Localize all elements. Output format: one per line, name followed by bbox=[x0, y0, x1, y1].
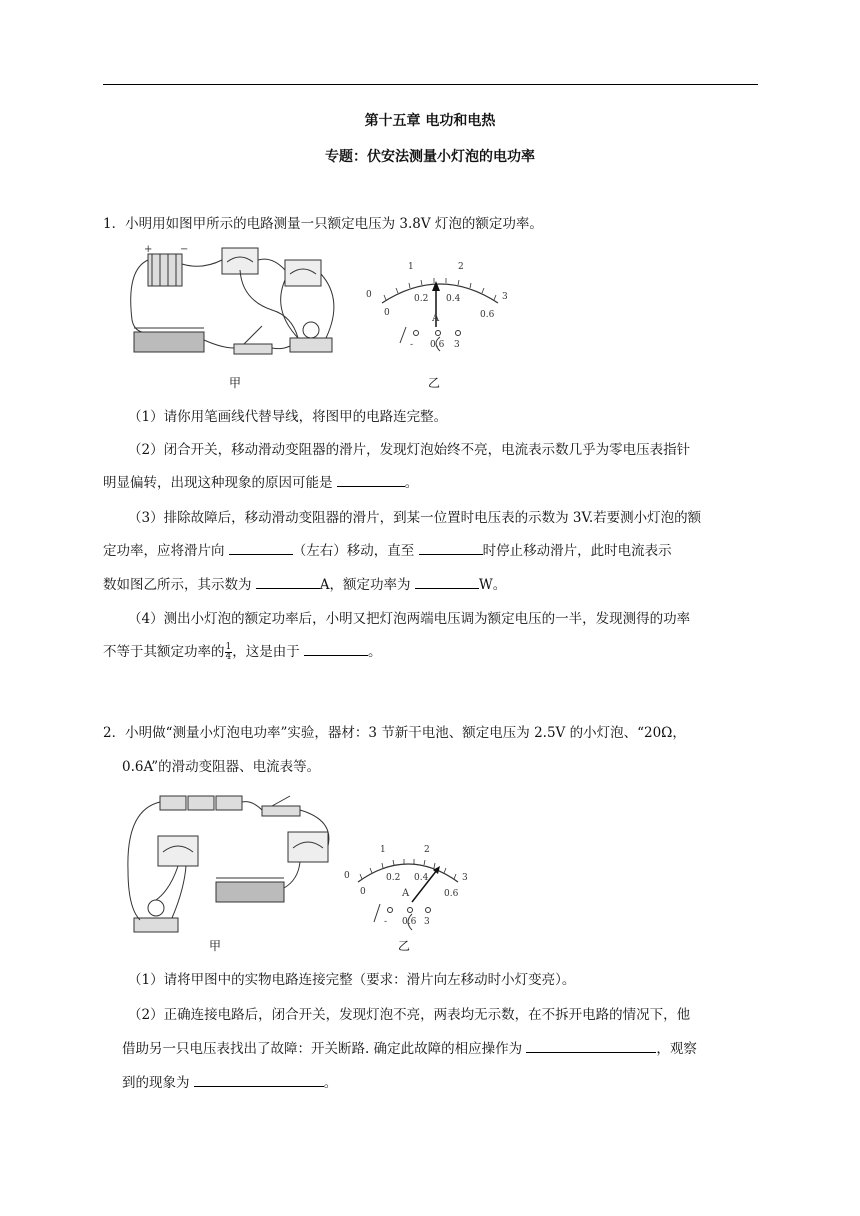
q2-stem-line2: 0.6A”的滑动变阻器、电流表等。 bbox=[122, 759, 321, 775]
q1-ammeter-dial bbox=[360, 255, 520, 355]
q1-top-2: 2 bbox=[458, 262, 464, 272]
q2-term-06: 0.6 bbox=[402, 917, 417, 927]
q2-part1: （1）请将甲图中的实物电路连接完整（要求：滑片向左移动时小灯变亮）。 bbox=[128, 972, 576, 988]
q1-top-3: 3 bbox=[502, 292, 508, 302]
q2-top-3: 3 bbox=[462, 873, 468, 883]
q2-term-3: 3 bbox=[424, 917, 430, 927]
q1-part3-line3: 数如图乙所示，其示数为 A，额定功率为 W。 bbox=[103, 573, 506, 593]
q2-term-neg: - bbox=[384, 917, 388, 927]
q2-ammeter-dial bbox=[340, 840, 480, 935]
q2-stem-line1: 2．小明做“测量小灯泡电功率”实验，器材：3 节新干电池、额定电压为 2.5V 的小灯泡、“20Ω， bbox=[103, 725, 686, 741]
q2-blank-operation[interactable] bbox=[526, 1038, 656, 1053]
q1-part2-line2: 明显偏转，出现这种现象的原因可能是 。 bbox=[103, 471, 418, 491]
q2-bot-04: 0.4 bbox=[414, 873, 429, 883]
chapter-title: 第十五章 电功和电热 bbox=[364, 113, 496, 129]
q1-bot-04: 0.4 bbox=[446, 294, 461, 304]
q1-blank-reason[interactable] bbox=[304, 641, 368, 656]
q2-top-0: 0 bbox=[344, 871, 350, 881]
q2-bot-0: 0 bbox=[360, 887, 366, 897]
q1-blank-direction[interactable] bbox=[229, 540, 293, 555]
header-rule bbox=[103, 84, 758, 85]
q2-part2-line2: 借助另一只电压表找出了故障：开关断路. 确定此故障的相应操作为 ，观察 bbox=[122, 1037, 697, 1057]
q2-part2-line3: 到的现象为 。 bbox=[122, 1071, 337, 1091]
q2-bot-06: 0.6 bbox=[444, 889, 459, 899]
q1-bot-0: 0 bbox=[384, 308, 390, 318]
q2-bot-02: 0.2 bbox=[386, 873, 401, 883]
q1-unit: A bbox=[432, 313, 440, 324]
q1-term-06: 0.6 bbox=[430, 340, 445, 350]
q1-bot-02: 0.2 bbox=[414, 294, 429, 304]
q1-blank-until[interactable] bbox=[419, 540, 483, 555]
topic-title: 专题：伏安法测量小灯泡的电功率 bbox=[325, 149, 535, 165]
q1-part3-line1: （3）排除故障后，移动滑动变阻器的滑片，到某一位置时电压表的示数为 3V.若要测小灯泡的额 bbox=[128, 510, 702, 526]
q2-top-2: 2 bbox=[424, 845, 430, 855]
q1-blank-current[interactable] bbox=[256, 574, 320, 589]
q1-top-1: 1 bbox=[408, 262, 414, 272]
q2-fig-jia-label: 甲 bbox=[209, 939, 222, 953]
q1-fig-yi-label: 乙 bbox=[428, 376, 441, 390]
q1-top-0: 0 bbox=[366, 290, 372, 300]
q1-term-neg: - bbox=[410, 340, 414, 350]
q1-blank-power[interactable] bbox=[415, 574, 479, 589]
q1-part3-line2: 定功率，应将滑片向 （左右）移动，直至 时停止移动滑片，此时电流表示 bbox=[103, 539, 672, 559]
q1-part4-line1: （4）测出小灯泡的额定功率后，小明又把灯泡两端电压调为额定电压的一半，发现测得的功率 bbox=[128, 611, 691, 627]
q2-top-1: 1 bbox=[380, 845, 386, 855]
q2-blank-phenomenon[interactable] bbox=[194, 1072, 324, 1087]
q1-term-3: 3 bbox=[454, 340, 460, 350]
q1-fig-jia-label: 甲 bbox=[229, 376, 242, 390]
svg-text:+: + bbox=[144, 244, 153, 255]
q1-part1: （1）请你用笔画线代替导线，将图甲的电路连完整。 bbox=[128, 409, 448, 425]
q1-bot-06: 0.6 bbox=[480, 310, 495, 320]
q1-part2-line1: （2）闭合开关，移动滑动变阻器的滑片，发现灯泡始终不亮，电流表示数几乎为零电压表指针 bbox=[128, 442, 691, 458]
q1-part4-line2: 不等于其额定功率的 $\frac{1}{4}$ ，这是由于 。 bbox=[103, 642, 382, 662]
q2-circuit-figure bbox=[120, 790, 350, 940]
one-quarter-fraction: $\frac{1}{4}$ bbox=[225, 642, 232, 662]
q2-fig-yi-label: 乙 bbox=[398, 939, 411, 953]
q1-stem: 1．小明用如图甲所示的电路测量一只额定电压为 3.8V 灯泡的额定功率。 bbox=[103, 216, 543, 232]
svg-text:−: − bbox=[180, 244, 189, 255]
q1-blank-cause[interactable] bbox=[337, 472, 405, 487]
q2-part2-line1: （2）正确连接电路后，闭合开关，发现灯泡不亮，两表均无示数，在不拆开电路的情况下，他 bbox=[128, 1007, 691, 1023]
q2-unit: A bbox=[402, 888, 410, 899]
q1-circuit-figure bbox=[122, 240, 352, 365]
